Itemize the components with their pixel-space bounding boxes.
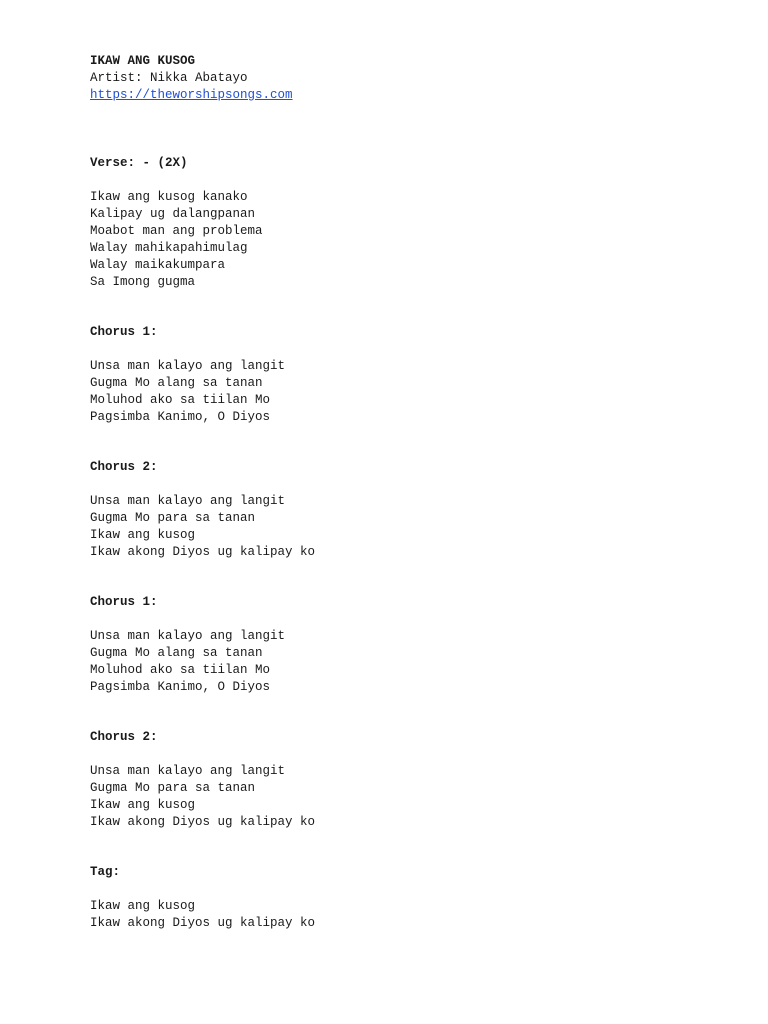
lyric-line: Unsa man kalayo ang langit — [90, 764, 286, 778]
section-label: Chorus 2: — [90, 730, 158, 744]
lyric-line: Gugma Mo alang sa tanan — [90, 646, 263, 660]
lyric-line: Sa Imong gugma — [90, 275, 196, 289]
section-label: Chorus 2: — [90, 460, 158, 474]
lyric-line: Unsa man kalayo ang langit — [90, 629, 286, 643]
lyric-line: Kalipay ug dalangpanan — [90, 207, 256, 221]
lyric-line: Ikaw ang kusog — [90, 798, 196, 812]
lyric-line: Ikaw ang kusog kanako — [90, 190, 248, 204]
lyrics-section — [90, 594, 730, 729]
lyrics-section — [90, 324, 730, 459]
lyrics-sections — [90, 155, 730, 932]
lyric-line: Ikaw akong Diyos ug kalipay ko — [90, 545, 316, 559]
lyric-line: Moluhod ako sa tiilan Mo — [90, 393, 271, 407]
lyric-line: Pagsimba Kanimo, O Diyos — [90, 410, 271, 424]
lyric-line: Gugma Mo alang sa tanan — [90, 376, 263, 390]
lyric-line: Ikaw ang kusog — [90, 528, 196, 542]
lyric-line: Walay maikakumpara — [90, 258, 226, 272]
lyrics-section — [90, 155, 730, 324]
section-label: Chorus 1: — [90, 325, 158, 339]
lyric-line: Ikaw akong Diyos ug kalipay ko — [90, 916, 316, 930]
lyric-line: Ikaw ang kusog — [90, 899, 196, 913]
lyric-line: Walay mahikapahimulag — [90, 241, 248, 255]
lyrics-document — [90, 53, 730, 932]
source-link[interactable]: https://theworshipsongs.com — [90, 88, 293, 102]
lyric-line: Ikaw akong Diyos ug kalipay ko — [90, 815, 316, 829]
artist-line: Artist: Nikka Abatayo — [90, 71, 248, 85]
song-title: IKAW ANG KUSOG — [90, 54, 196, 68]
lyrics-section — [90, 864, 730, 932]
lyrics-section — [90, 729, 730, 864]
lyric-line: Gugma Mo para sa tanan — [90, 511, 256, 525]
section-label: Chorus 1: — [90, 595, 158, 609]
lyric-line: Moluhod ako sa tiilan Mo — [90, 663, 271, 677]
lyric-line: Moabot man ang problema — [90, 224, 263, 238]
lyrics-section — [90, 459, 730, 594]
section-label: Verse: - (2X) — [90, 156, 188, 170]
lyric-line: Gugma Mo para sa tanan — [90, 781, 256, 795]
lyric-line: Unsa man kalayo ang langit — [90, 494, 286, 508]
section-label: Tag: — [90, 865, 121, 879]
lyric-line: Pagsimba Kanimo, O Diyos — [90, 680, 271, 694]
lyric-line: Unsa man kalayo ang langit — [90, 359, 286, 373]
